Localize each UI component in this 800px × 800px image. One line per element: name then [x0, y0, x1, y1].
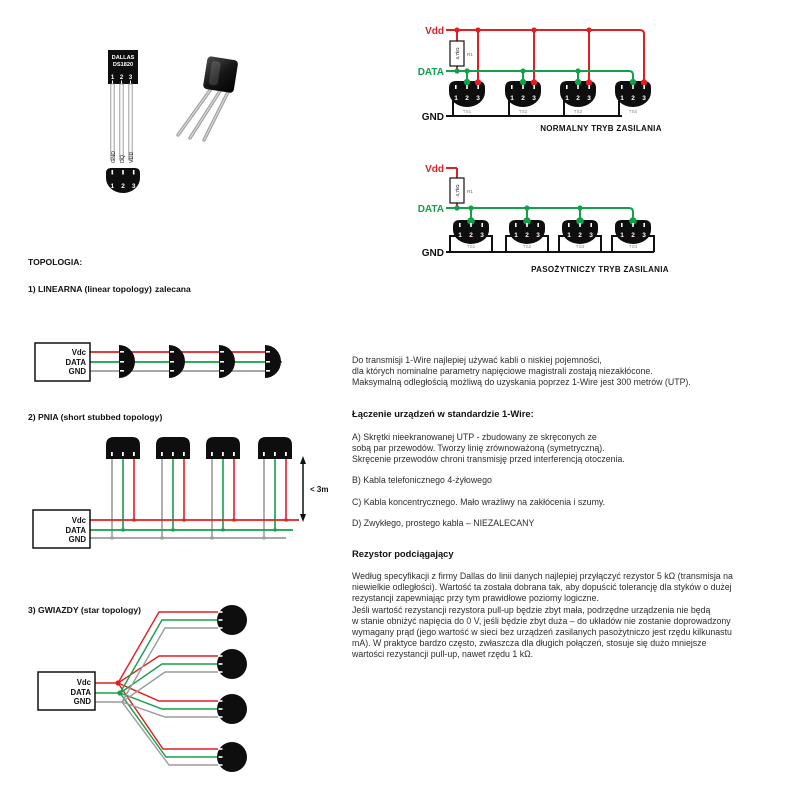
text-line: sobą par przewodów. Tworzy linię zrównoważoną (symetryczną).	[352, 443, 605, 454]
star-lines	[95, 612, 218, 765]
text-line: Jeśli wartość rezystancji rezystora pull-up będzie zbyt mała, podrzędne urządzenia nie będą	[352, 604, 711, 615]
transistor-legs	[178, 89, 228, 140]
vdc-label: Vdc	[71, 348, 86, 357]
pin-number: 3	[480, 232, 484, 239]
pin-number: 1	[565, 95, 569, 102]
text-line: Skręcenie przewodów chroni transmisję przed interferencją otoczenia.	[352, 454, 625, 465]
option-d: D) Zwykłego, prostego kabla – NIEZALECANY	[352, 518, 535, 528]
pin-number: 2	[631, 95, 635, 102]
star-topology-title: 3) GWIAZDY (star topology)	[28, 605, 141, 615]
to92-photo	[165, 45, 255, 145]
sensor-pin-marks	[219, 611, 223, 766]
junction-squares	[111, 519, 288, 540]
bottom-pin3: 3	[131, 183, 136, 190]
sensor-ts2	[509, 217, 545, 249]
pin-number: 1	[458, 232, 462, 239]
sensor-label: TS4	[628, 109, 638, 114]
lead-label-gnd: GND	[111, 151, 117, 163]
sensor-label: TS1	[462, 109, 472, 114]
pin3-number: 3	[128, 75, 133, 81]
sensor-label: TS3	[573, 109, 583, 114]
part-label: DS1820	[112, 62, 134, 68]
pin-number: 3	[587, 95, 591, 102]
pin-number: 3	[532, 95, 536, 102]
parasitic-power-schematic	[400, 150, 740, 285]
text-line: dla których nominalne parametry napięciowe magistrali zostają niezakłócone.	[352, 366, 653, 377]
pin-number: 2	[631, 232, 635, 239]
data-label: DATA	[417, 67, 444, 78]
data-wires	[446, 208, 633, 220]
bottom-pin2: 2	[121, 183, 125, 190]
pin-number: 2	[521, 95, 525, 102]
sensor-ts1	[449, 79, 485, 114]
sensor-blobs	[217, 605, 247, 772]
text-line: Do transmisji 1-Wire najlepiej używać kabli o niskiej pojemności,	[352, 355, 602, 365]
text-line: Według specyfikacji z firmy Dallas do linii danych najlepiej przyłączyć rezystor 5 kΩ (transmisja na	[352, 571, 733, 581]
stub-length-label: < 3m	[310, 485, 329, 494]
to92-front-view	[108, 50, 138, 163]
pin-number: 3	[589, 232, 593, 239]
text-line: w stanie obniżyć napięcia do 0 V, jeśli będzie zbyt duża – do układów nie zostanie doprowadzony	[352, 615, 731, 626]
linear-topology-note: zalecana	[155, 284, 191, 294]
pin-number: 2	[578, 232, 582, 239]
text-line: mA). W praktyce bardzo często, zwłaszcza dla długich połączeń, stosuje się dużo mniejsze	[352, 638, 707, 649]
text-line: A) Skrętki nieekranowanej UTP - zbudowany ze skręconych ze	[352, 432, 597, 442]
pin-number: 1	[620, 95, 624, 102]
linear-topology-diagram	[25, 333, 315, 395]
sensor-ts4	[615, 79, 651, 114]
text-line: wartości rezystancji pull-up, nawet rzędu 1 kΩ.	[352, 649, 534, 660]
text-line: wymagany prąd (jego wartość w sieci bez urządzeń zasilanych pasożytniczo jest rzędu kilkunastu	[352, 627, 732, 638]
text-line: Maksymalną odległością możliwą do uzyskania poprzez 1-Wire jest 300 metrów (UTP).	[352, 377, 691, 388]
sensor-label: TS2	[518, 109, 528, 114]
pullup-resistor	[450, 178, 473, 203]
data-label: DATA	[65, 526, 86, 535]
connect-heading: Łączenie urządzeń w standardzie 1-Wire:	[352, 408, 534, 419]
pin-number: 1	[510, 95, 514, 102]
pin-number: 3	[536, 232, 540, 239]
option-a	[352, 432, 625, 466]
sensor-ts3	[560, 79, 596, 114]
sensor-stubs	[112, 457, 286, 538]
transistor-body	[203, 56, 239, 93]
pullup-heading: Rezystor podciągający	[352, 548, 454, 559]
normal-power-schematic	[400, 10, 740, 148]
vdd-label: Vdd	[425, 26, 444, 37]
gnd-label: GND	[68, 535, 86, 544]
to92-bottom-view	[106, 168, 140, 193]
gnd-label: GND	[68, 367, 86, 376]
star-topology-diagram	[25, 593, 315, 800]
data-label: DATA	[417, 204, 444, 215]
pin-number: 2	[525, 232, 529, 239]
parasitic-mode-caption: PASOŻYTNICZY TRYB ZASILANIA	[531, 265, 669, 274]
sensor-ts1	[453, 217, 489, 249]
junction-dots	[454, 27, 591, 73]
vdc-label: Vdc	[71, 516, 86, 525]
option-b: B) Kabla telefonicznego 4-żyłowego	[352, 475, 492, 485]
text-line: niewielkie odległości). Wartość ta została dobrana tak, aby dopuścić tolerancję dla styków o dużej	[352, 582, 732, 593]
stub-topology-title: 2) PNIA (short stubbed topology)	[28, 412, 163, 422]
sensor-ts2	[505, 79, 541, 114]
resistor-ref: R1	[467, 189, 473, 194]
pin-number: 3	[642, 95, 646, 102]
brand-label: DALLAS	[111, 55, 135, 61]
stub-length-arrow	[300, 456, 328, 522]
stub-topology-diagram	[25, 423, 329, 553]
resistor-ref: R1	[467, 52, 473, 57]
pin-number: 2	[465, 95, 469, 102]
data-wires	[446, 71, 633, 82]
data-label: DATA	[65, 358, 86, 367]
lead-label-dq: DQ	[120, 154, 126, 163]
pin-number: 1	[567, 232, 571, 239]
vdd-wires	[446, 30, 644, 82]
sensor-ts3	[562, 217, 598, 249]
pin-number: 2	[576, 95, 580, 102]
data-label: DATA	[70, 688, 91, 697]
sensor-label: TS4	[628, 244, 638, 249]
bottom-pin1: 1	[110, 183, 115, 190]
sensor-label: TS2	[522, 244, 532, 249]
resistor-value: 4,7kΩ	[455, 47, 460, 60]
text-line: rezystancji zapewniając przy tym prawidłowe poziomy logiczne.	[352, 593, 599, 604]
lead-1	[111, 84, 114, 160]
normal-mode-caption: NORMALNY TRYB ZASILANIA	[540, 124, 662, 133]
gnd-label: GND	[73, 697, 91, 706]
pin-number: 1	[620, 232, 624, 239]
pin-number: 3	[476, 95, 480, 102]
pin-number: 3	[642, 232, 646, 239]
sensor-ts4	[615, 217, 651, 249]
pullup-paragraph	[352, 571, 733, 661]
pin-number: 1	[454, 95, 458, 102]
gnd-label: GND	[421, 112, 444, 123]
sensor-label: TS1	[466, 244, 476, 249]
pin-number: 2	[469, 232, 473, 239]
pin1-number: 1	[110, 75, 115, 81]
option-c: C) Kabla koncentrycznego. Mało wrażliwy na zakłócenia i szumy.	[352, 497, 606, 507]
gnd-label: GND	[421, 248, 444, 259]
lead-label-vdd: VDD	[129, 151, 135, 163]
lead-2	[120, 84, 123, 160]
lead-3	[129, 84, 132, 160]
vdd-label: Vdd	[425, 164, 444, 175]
topology-heading: TOPOLOGIA:	[28, 257, 83, 267]
pullup-resistor	[450, 41, 473, 66]
pin2-number: 2	[119, 75, 124, 81]
sensor-label: TS3	[575, 244, 585, 249]
intro-paragraph	[352, 355, 691, 389]
pin-number: 1	[514, 232, 518, 239]
resistor-value: 4,7kΩ	[455, 184, 460, 197]
linear-topology-title: 1) LINEARNA (linear topology)	[28, 284, 152, 294]
vdc-label: Vdc	[76, 678, 91, 687]
